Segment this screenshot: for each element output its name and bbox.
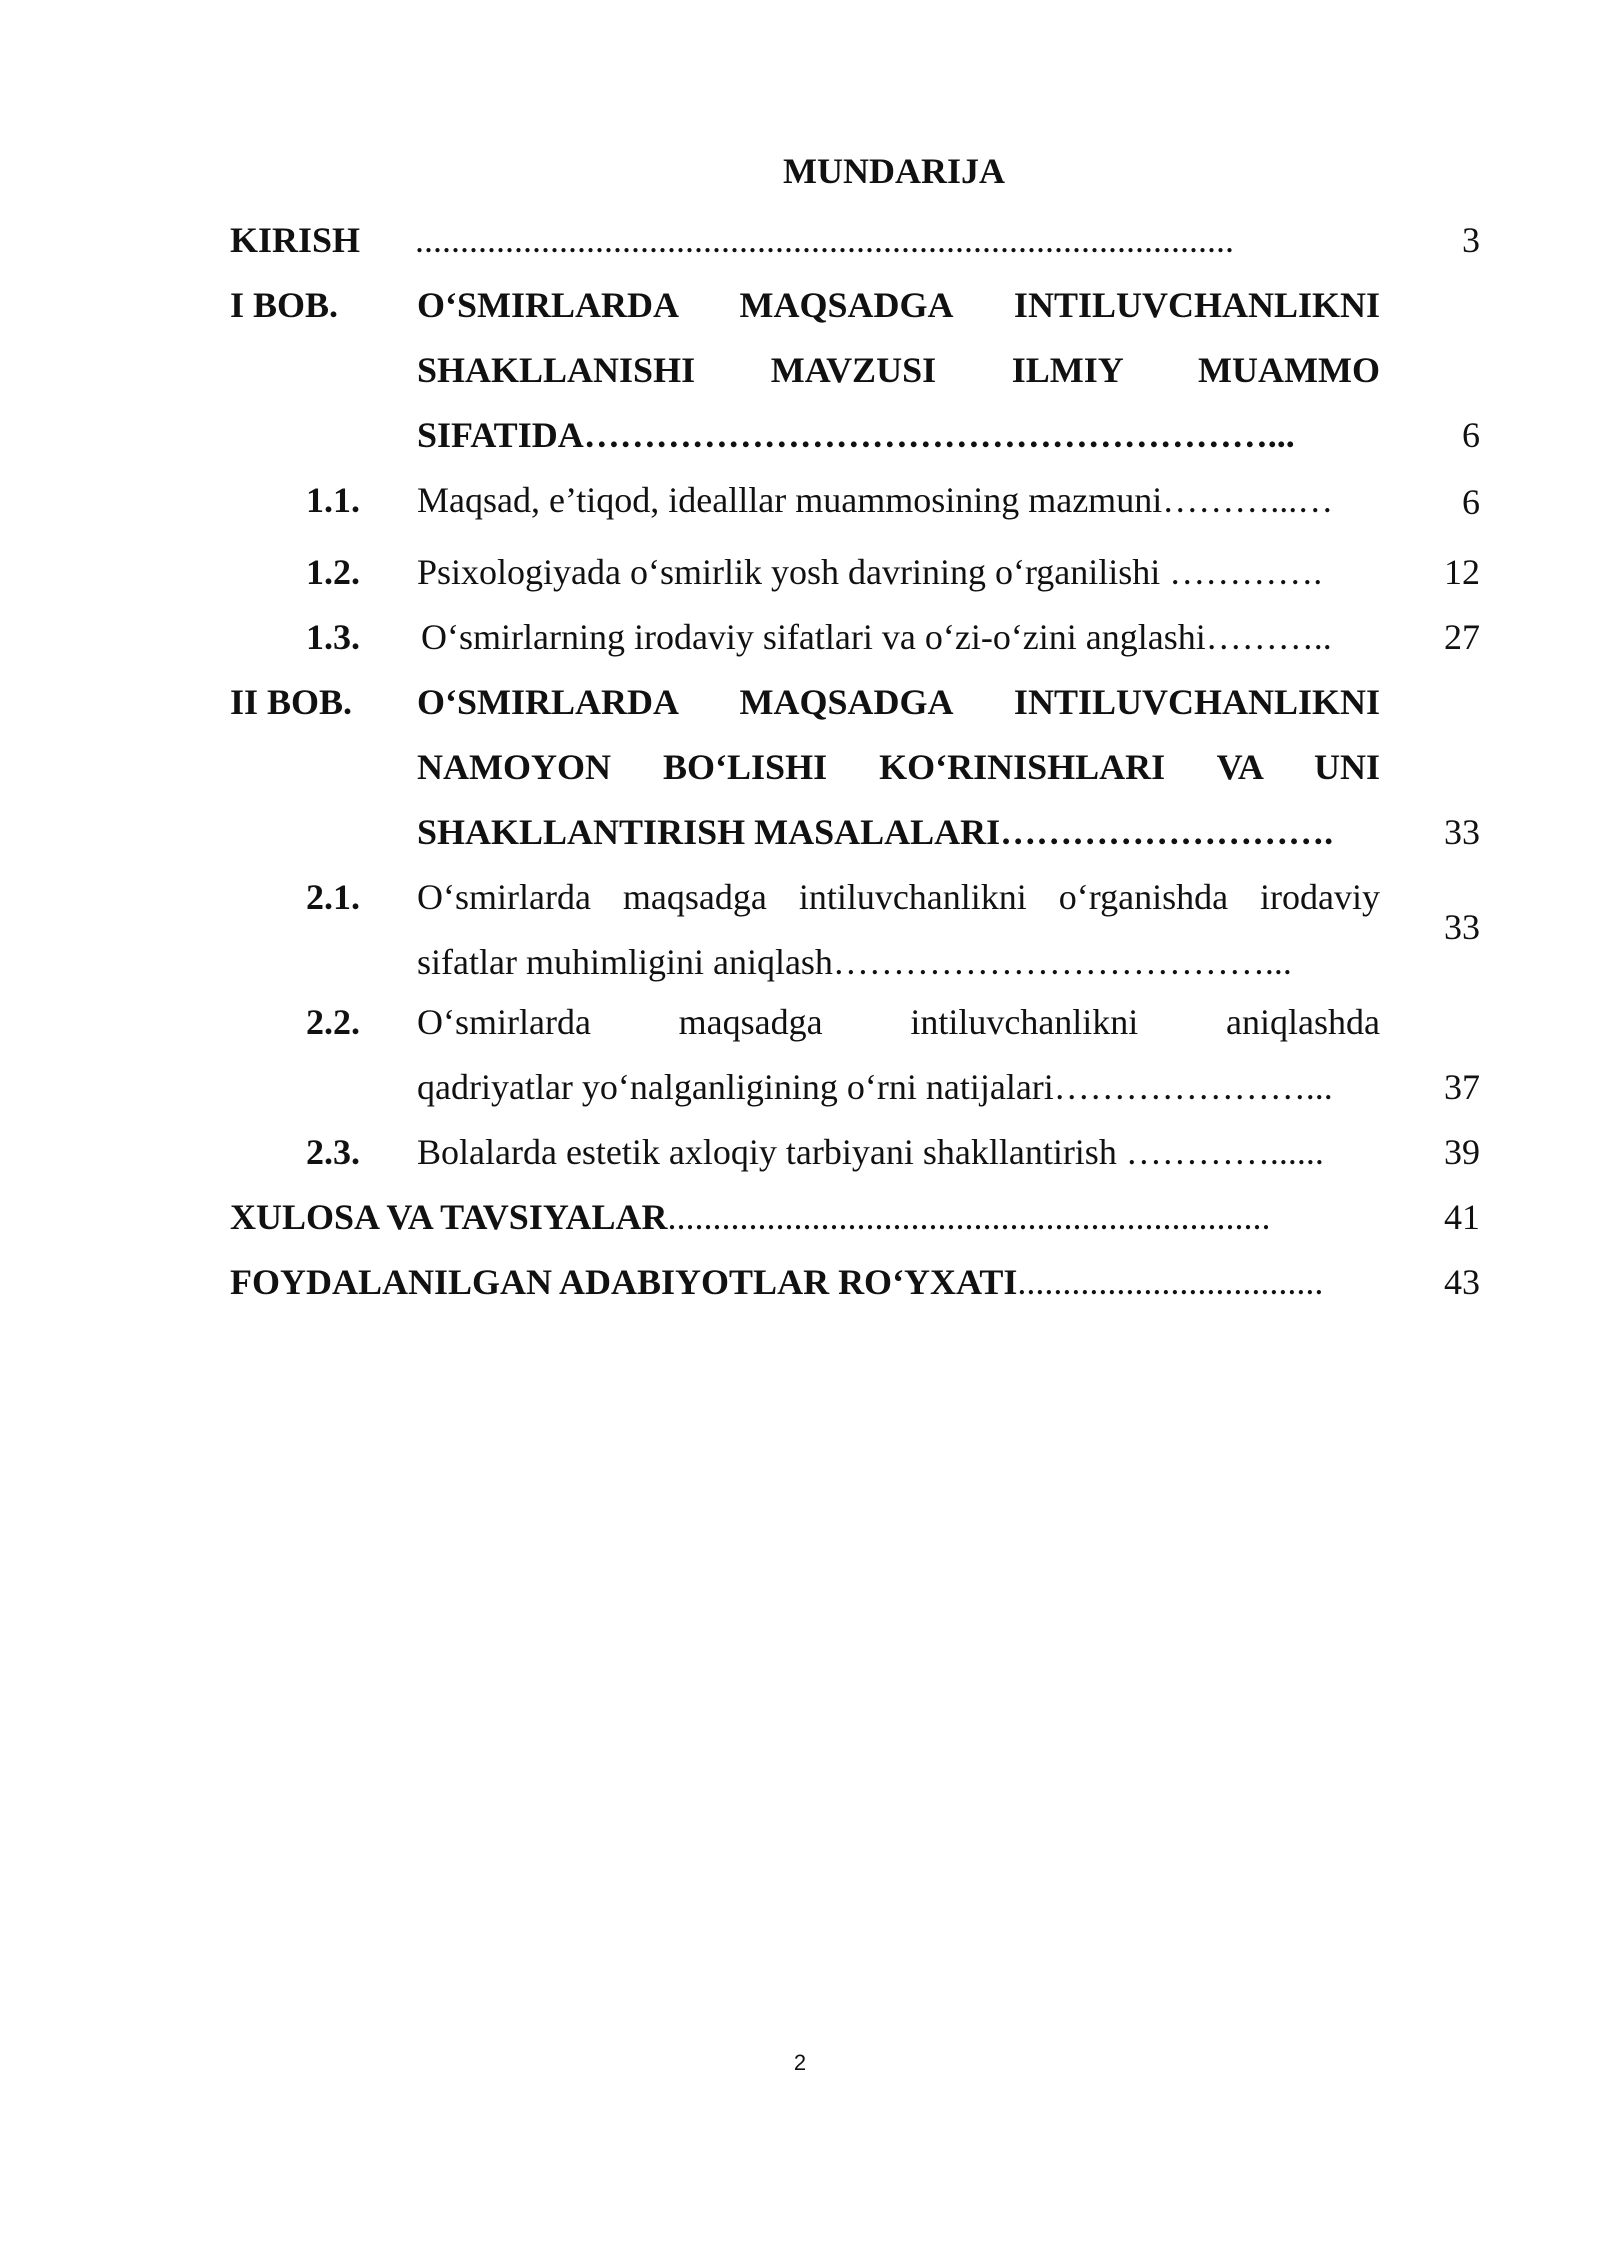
toc-section-1-2-number: 1.2. <box>306 552 360 592</box>
toc-section-2-2-title-line2: qadriyatlar yo‘nalganligining o‘rni natijalari…………………... <box>417 1067 1333 1107</box>
toc-section-1-3-title: O‘smirlarning irodaviy sifatlari va o‘zi-o‘zini anglashi……….. <box>421 617 1332 657</box>
toc-section-1-1-number: 1.1. <box>306 480 360 520</box>
toc-bob2-label: II BOB. <box>230 682 353 722</box>
toc-bob2-title-line1: O‘SMIRLARDA MAQSADGA INTILUVCHANLIKNI <box>417 682 1380 722</box>
toc-section-2-1-page: 33 <box>1444 907 1480 947</box>
toc-section-1-3-page: 27 <box>1444 617 1480 657</box>
toc-bob2-title-line2: NAMOYON BO‘LISHI KO‘RINISHLARI VA UNI <box>417 747 1380 787</box>
toc-section-2-2-number: 2.2. <box>306 1002 360 1042</box>
toc-xulosa <box>230 1195 1271 1239</box>
toc-section-1-3-number: 1.3. <box>306 617 360 657</box>
toc-section-2-2-title-line1: O‘smirlarda maqsadga intiluvchanlikni aniqlashda <box>417 1002 1380 1042</box>
toc-section-2-3-title: Bolalarda estetik axloqiy tarbiyani shakllantirish …………...... <box>417 1132 1324 1172</box>
toc-section-2-1-title-line2: sifatlar muhimligini aniqlash………………………………... <box>417 942 1292 982</box>
page-number: 2 <box>793 2050 807 2075</box>
toc-bob1-page: 6 <box>1462 415 1480 455</box>
toc-kirish-page: 3 <box>1462 220 1480 260</box>
toc-adabiyotlar <box>230 1260 1323 1304</box>
toc-section-1-1-page: 6 <box>1462 482 1480 522</box>
toc-kirish-dots: ........................................................................................... <box>415 220 1234 260</box>
toc-bob2-page: 33 <box>1444 812 1480 852</box>
toc-section-1-2-page: 12 <box>1444 552 1480 592</box>
toc-bob2-title-line3: SHAKLLANTIRISH MASALALARI………………………. <box>417 812 1334 852</box>
toc-bob1-label: I BOB. <box>230 285 339 325</box>
toc-section-1-1-title: Maqsad, e’tiqod, idealllar muammosining mazmuni………...… <box>417 480 1334 520</box>
toc-adabiyotlar-page: 43 <box>1444 1262 1480 1302</box>
toc-section-2-3-number: 2.3. <box>306 1132 360 1172</box>
toc-section-2-2-page: 37 <box>1444 1067 1480 1107</box>
page-title: MUNDARIJA <box>783 151 1005 191</box>
toc-xulosa-dots: ................................................................... <box>667 1197 1271 1237</box>
toc-section-2-1-title-line1: O‘smirlarda maqsadga intiluvchanlikni o‘rganishda irodaviy <box>417 877 1380 917</box>
toc-adabiyotlar-dots: .................................. <box>1017 1262 1324 1302</box>
toc-section-2-1-number: 2.1. <box>306 877 360 917</box>
toc-xulosa-label: XULOSA VA TAVSIYALAR <box>230 1197 668 1237</box>
toc-xulosa-page: 41 <box>1444 1197 1480 1237</box>
toc-section-1-2-title: Psixologiyada o‘smirlik yosh davrining o‘rganilishi …………. <box>417 552 1323 592</box>
toc-bob1-title-line1: O‘SMIRLARDA MAQSADGA INTILUVCHANLIKNI <box>417 285 1380 325</box>
toc-bob1-title-line3: SIFATIDA…………………………………………………... <box>417 415 1295 455</box>
toc-bob1-title-line2: SHAKLLANISHI MAVZUSI ILMIY MUAMMO <box>417 350 1380 390</box>
toc-section-2-3-page: 39 <box>1444 1132 1480 1172</box>
toc-adabiyotlar-label: FOYDALANILGAN ADABIYOTLAR RO‘YXATI <box>230 1262 1018 1302</box>
toc-kirish-label: KIRISH <box>230 220 361 260</box>
